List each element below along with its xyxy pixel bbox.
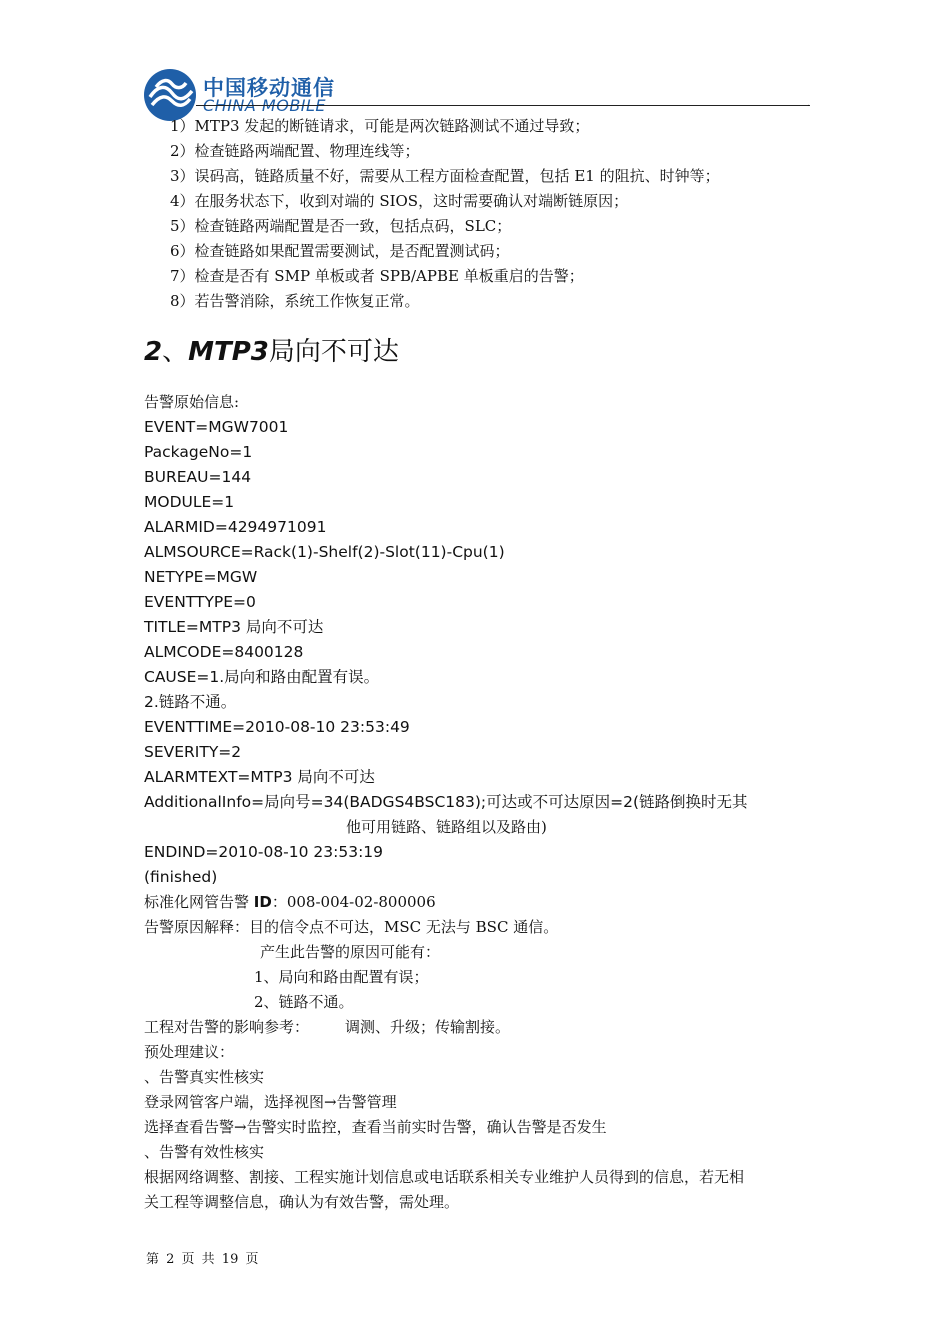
check-1-title: 、告警真实性核实 (144, 1068, 265, 1086)
header-mark: . (807, 99, 810, 109)
alarm-code: ALMCODE=8400128 (144, 643, 304, 661)
check-1-line-2: 选择查看告警→告警实时监控，查看当前实时告警，确认告警是否发生 (144, 1118, 607, 1136)
logo-cn-text: 中国移动通信 (203, 76, 335, 100)
alarm-event: EVENT=MGW7001 (144, 418, 289, 436)
alarm-cause-2: 2.链路不通。 (144, 693, 237, 711)
alarm-additional-info-cont: 他可用链路、链路组以及路由) (346, 818, 547, 836)
alarm-raw-label: 告警原始信息: (144, 393, 240, 411)
header-divider (196, 105, 810, 106)
section-separator: 、 (162, 337, 189, 367)
cause-reason-2: 2、链路不通。 (254, 993, 354, 1011)
impact-label: 工程对告警的影响参考： (144, 1018, 310, 1036)
alarm-cause-1: CAUSE=1.局向和路由配置有误。 (144, 668, 380, 686)
check-2-title: 、告警有效性核实 (144, 1143, 265, 1161)
list-item: 2）检查链路两端配置、物理连线等； (170, 142, 420, 160)
alarm-source: ALMSOURCE=Rack(1)-Shelf(2)-Slot(11)-Cpu(1) (144, 543, 505, 561)
alarm-package-no: PackageNo=1 (144, 443, 253, 461)
alarm-event-time: EVENTTIME=2010-08-10 23:53:49 (144, 718, 410, 736)
alarm-title: TITLE=MTP3 局向不可达 (144, 618, 324, 636)
standard-alarm-id (144, 890, 824, 915)
list-item: 7）检查是否有 SMP 单板或者 SPB/APBE 单板重启的告警； (170, 267, 584, 285)
section-title-text: 局向不可达 (268, 337, 399, 367)
impact-line (144, 1015, 824, 1040)
check-1-line-1: 登录网管客户端，选择视图→告警管理 (144, 1093, 397, 1111)
cause-reason-1: 1、局向和路由配置有误； (254, 968, 429, 986)
check-2-line-2: 关工程等调整信息，确认为有效告警，需处理。 (144, 1193, 460, 1211)
list-item: 1）MTP3 发起的断链请求，可能是两次链路测试不通过导致； (170, 117, 590, 135)
alarm-end-ind: ENDIND=2010-08-10 23:53:19 (144, 843, 384, 861)
alarm-severity: SEVERITY=2 (144, 743, 242, 761)
check-2-line-1: 根据网络调整、割接、工程实施计划信息或电话联系相关专业维护人员得到的信息，若无相 (144, 1168, 745, 1186)
list-item: 6）检查链路如果配置需要测试，是否配置测试码； (170, 242, 510, 260)
alarm-ne-type: NETYPE=MGW (144, 568, 258, 586)
alarm-module: MODULE=1 (144, 493, 235, 511)
list-item: 4）在服务状态下，收到对端的 SIOS，这时需要确认对端断链原因； (170, 192, 629, 210)
list-item: 8）若告警消除，系统工作恢复正常。 (170, 292, 420, 310)
section-number: 2 (144, 337, 163, 367)
cause-explain-label: 告警原因解释：目的信令点不可达，MSC 无法与 BSC 通信。 (144, 918, 559, 936)
standard-alarm-id-prefix: 标准化网管告警 (144, 893, 254, 911)
list-item: 3）误码高，链路质量不好，需要从工程方面检查配置，包括 E1 的阻抗、时钟等； (170, 167, 720, 185)
alarm-event-type: EVENTTYPE=0 (144, 593, 256, 611)
alarm-id: ALARMID=4294971091 (144, 518, 327, 536)
alarm-details (144, 390, 824, 1215)
standard-alarm-id-value: ：008-004-02-800006 (271, 893, 436, 911)
page-footer: 第 2 页 共 19 页 (146, 1252, 259, 1267)
pre-handling-label: 预处理建议： (144, 1043, 235, 1061)
troubleshooting-list (170, 114, 720, 314)
section-heading (144, 334, 399, 370)
cause-possible: 产生此告警的原因可能有： (260, 943, 441, 961)
impact-value: 调测、升级；传输割接。 (345, 1018, 511, 1036)
logo-en-text: CHINA MOBILE (203, 96, 327, 115)
alarm-text: ALARMTEXT=MTP3 局向不可达 (144, 768, 375, 786)
standard-alarm-id-label: ID (253, 893, 272, 911)
alarm-finished: (finished) (144, 868, 218, 886)
alarm-bureau: BUREAU=144 (144, 468, 252, 486)
alarm-additional-info: AdditionalInfo=局向号=34(BADGS4BSC183);可达或不可达原因=2(链路倒换时无其 (144, 793, 748, 811)
list-item: 5）检查链路两端配置是否一致，包括点码，SLC； (170, 217, 512, 235)
section-code: MTP3 (188, 337, 269, 367)
